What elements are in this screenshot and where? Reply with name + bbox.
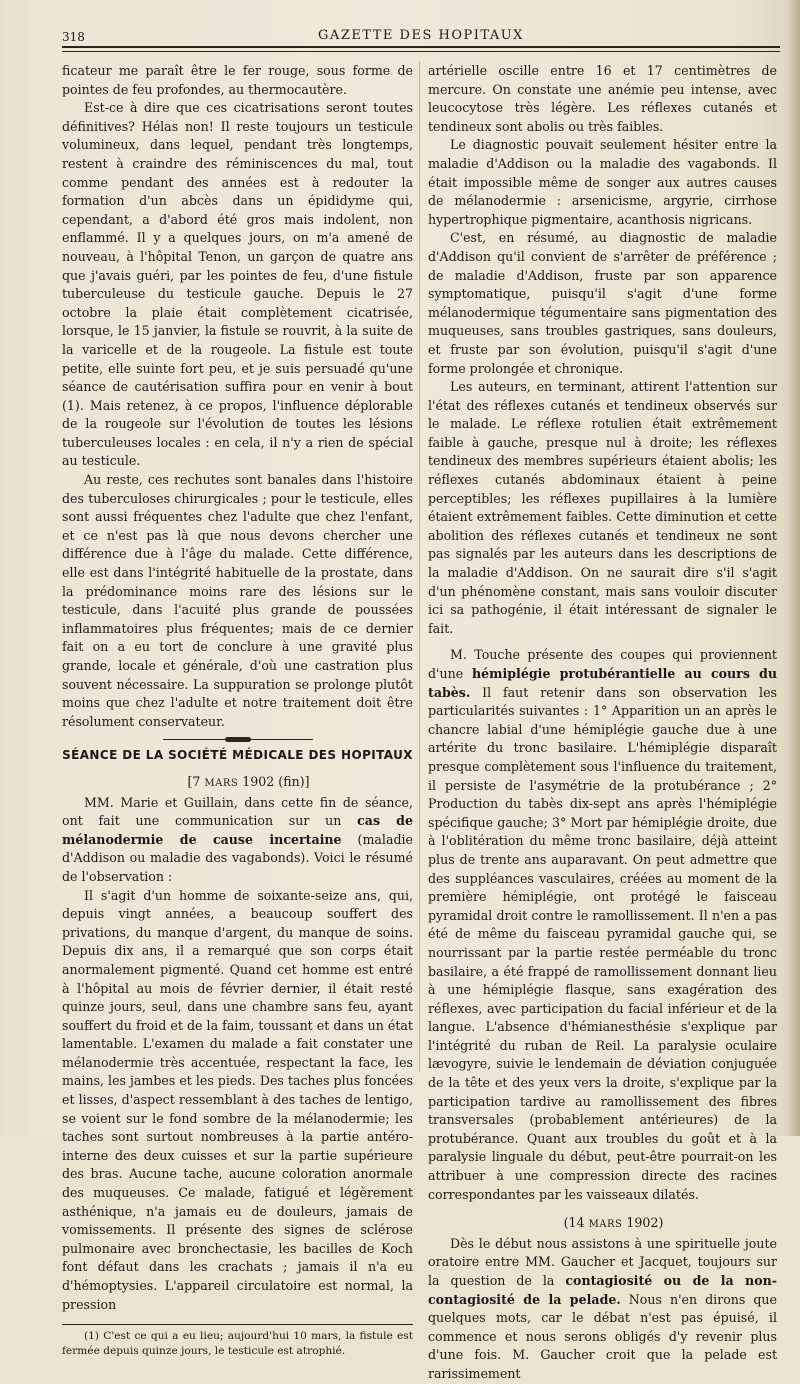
left-paragraph-4 (62, 794, 413, 887)
right-paragraph-5 (428, 646, 777, 1204)
header-rule-thick (62, 46, 780, 48)
date-close-2: 1902) (622, 1215, 664, 1231)
p4-bold-topic: cas de mélanodermie de cause incertaine (62, 813, 413, 847)
right-paragraph-2: Le diagnostic pouvait seulement hésiter entre la maladie d'Addison ou la maladie des vagabonds. Il était impossible même de songer aux autres causes de mélanodermie : arsenicisme, argyrie, cirrhose hypertrophique pigmentaire, acanthosis nigricans. (428, 137, 777, 227)
date-open: [7 (187, 773, 205, 789)
right-paragraph-3: C'est, en résumé, au diagnostic de maladie d'Addison qu'il convient de s'arrêter de préférence ; de maladie d'Addison, fruste par son apparence symptomatique, puisqu'il s'agit d'une forme mélanodermique tégumentaire sans pigmentation des muqueuses, sans troubles gastriques, sans douleurs, et fruste par son évolution, puisqu'il s'agit d'une forme prolongée et chronique. (428, 230, 777, 376)
right-paragraph-1: artérielle oscille entre 16 et 17 centimètres de mercure. On constate une anémie peu intense, avec leucocytose très légère. Les réflexes cutanés et tendineux sont abolis ou très faibles. (428, 63, 777, 134)
left-column (62, 62, 413, 1359)
left-paragraph-2: Est-ce à dire que ces cicatrisations seront toutes définitives? Hélas non! Il reste toujours un testicule volumineux, dans lequel, pendant très longtemps, restent à craindre des réminiscences du mal, tout comme pendant des années est à redouter la formation d'un abcès dans un épididyme qui, cependant, a d'abord été gros mais indolent, non enflammé. Il y a quelques jours, on m'a amené de nouveau, à l'hôpital Tenon, un garçon de quatre ans que j'avais guéri, par les pointes de feu, d'une fistule tuberculeuse du testicule gauche. Depuis le 27 octobre la plaie était complètement cicatrisée, lorsque, le 15 janvier, la fistule se rouvrit, à la suite de la varicelle et de la rougeole. La fistule est toute petite, elle suinte fort peu, et je suis persuadé qu'une séance de cautérisation suffira pour en venir à bout (1). Mais retenez, à ce propos, l'influence déplorable de la rougeole sur l'évolution de toutes les lésions tuberculeuses locales : en cela, il n'y a rien de spécial au testicule. (62, 100, 413, 469)
page-header (62, 26, 780, 46)
section-separator (163, 739, 313, 740)
session-date-march-7 (62, 773, 413, 794)
page-edge-shadow (786, 0, 800, 1136)
p5-bold-topic: hémiplégie protubérantielle au cours du tabès. (428, 666, 778, 700)
session-date-march-14 (428, 1214, 777, 1235)
date-open-2: (14 (563, 1215, 589, 1231)
p5-text-a: M. Touche présente des coupes qui proviennent d'une (428, 647, 777, 681)
right-paragraph-4: Les auteurs, en terminant, attirent l'attention sur l'état des réflexes cutanés et tendineux observés sur le malade. Le réflexe rotulien était extrêmement faible à gauche, presque nul à droite; les réflexes tendineux des membres supérieurs étaient abolis; les réflexes cutanés abdominaux étaient à peine perceptibles; les réflexes pupillaires à la lumière étaient extrêmement faibles. Cette diminution et cette abolition des réflexes cutanés et tendineux ne sont pas signalés par les auteurs dans les descriptions de la maladie d'Addison. On ne saurait dire s'il s'agit d'un phénomène constant, mais sans vouloir discuter ici sa pathogénie, il était intéressant de signaler le fait. (428, 379, 777, 636)
left-paragraph-1: ficateur me paraît être le fer rouge, sous forme de pointes de feu profondes, au thermocautère. (62, 63, 413, 97)
page-number: 318 (62, 30, 85, 44)
p4-text-a: MM. Marie et Guillain, dans cette fin de séance, ont fait une communication sur un (62, 794, 413, 829)
header-rule-thin (62, 51, 780, 52)
p6-text-a: Dès le début nous assistons à une spirituelle joute oratoire entre MM. Gaucher et Jacquet, toujours sur la question de la (428, 1235, 777, 1288)
left-paragraph-5: Il s'agit d'un homme de soixante-seize ans, qui, depuis vingt années, a beaucoup souffert des privations, du manque d'argent, du manque de soins. Depuis dix ans, il a remarqué que son corps était anormalement pigmenté. Quand cet homme est entré à l'hôpital au mois de février dernier, il était resté quinze jours, seul, dans une chambre sans feu, ayant souffert du froid et de la faim, toussant et dans un état lamentable. L'examen du malade a fait constater une mélanodermie très accentuée, respectant la face, les mains, les jambes et les pieds. Des taches plus foncées et lisses, d'aspect ressemblant à des taches de lentigo, se voient sur le fond sombre de la mélanodermie; les taches sont surtout nombreuses à la partie antéro-interne des deux cuisses et sur la partie supérieure des bras. Aucune tache, aucune coloration anormale des muqueuses. Ce malade, fatigué et légèrement asthénique, n'a jamais eu de douleurs, jamais de vomissements. Il présente des signes de sclérose pulmonaire avec bronchectasie, les bacilles de Koch font défaut dans les crachats ; jamais il n'a eu d'hémoptysies. L'appareil circulatoire est normal, la pression (62, 887, 413, 1312)
left-paragraph-3: Au reste, ces rechutes sont banales dans l'histoire des tuberculoses chirurgicales ; pour le testicule, elles sont aussi fréquentes chez l'adulte que chez l'enfant, et ce n'est pas là que nous devons chercher une différence due à l'âge du malade. Cette différence, elle est dans l'intégrité habituelle de la prostate, dans la prédominance moins rare des lésions sur le testicule, dans l'acuité plus grande de poussées inflammatoires plus fréquentes; mais de ce dernier fait on a eu tort de conclure à une gravité plus grande, locale et générale, d'où une castration plus souvent nécessaire. La suppuration se prolonge plutôt moins que chez l'adulte et notre traitement doit être résolument conservateur. (62, 472, 413, 729)
section-title: SÉANCE DE LA SOCIÉTÉ MÉDICALE DES HOPITAUX (62, 748, 413, 763)
p6-text-b: Nous n'en dirons que quelques mots, car le débat n'est pas épuisé, il commence et nous serons obligés d'y revenir plus d'une fois. M. Gaucher croit que la pelade est rarissimement (428, 1291, 777, 1381)
right-column (428, 62, 777, 1384)
footnote-rule (62, 1324, 413, 1325)
column-divider (419, 62, 420, 1072)
running-title: GAZETTE DES HOPITAUX (318, 28, 524, 43)
p4-text-b: (maladie d'Addison ou maladie des vagabonds). Voici le résumé de l'observation : (62, 831, 413, 884)
footnote: (1) C'est ce qui a eu lieu; aujourd'hui 10 mars, la fistule est fermée depuis quinze jours, le testicule est atrophié. (62, 1330, 413, 1358)
p5-text-b: Il faut retenir dans son observation les particularités suivantes : 1° Apparition un an après le chancre labial d'une hémiplégie gauche due à une artérite du tronc basilaire. L'hémiplégie disparaît presque complètement sous l'influence du traitement, il persiste de l'asymétrie de la protubérance ; 2° Production du tabès dix-sept ans après l'hémiplégie spécifique gauche; 3° Mort par hémiplégie droite, due à l'oblitération du même tronc basilaire, déjà atteint plus de trente ans auparavant. On peut admettre que des suppléances vasculaires, créées au moment de la première hémiplégie, ont protégé le faisceau pyramidal droit contre le ramollissement. Il n'en a pas été de même du faisceau pyramidal gauche qui, se nourrissant par la partie restée perméable du tronc basilaire, a été frappé de ramollissement donnant lieu à une hémiplégie flasque, sans exagération des réflexes, avec participation du facial inférieur et de la langue. L'absence d'hémianesthésie s'explique par l'intégrité du ruban de Reil. La paralysie oculaire lævogyre, suivie le lendemain de déviation conjuguée de la tête et des yeux vers la droite, s'explique par la participation tardive au ramollissement des fibres transversales (probablement antérieures) de la protubérance. Quant aux troubles du goût et à la paralysie linguale du début, peut-être pourrait-on les attribuer à une compression directe des racines correspondantes par les vaisseaux dilatés. (428, 684, 777, 1202)
date-month-2: MARS (588, 1219, 623, 1231)
right-paragraph-6 (428, 1235, 777, 1384)
date-month: MARS (204, 777, 239, 789)
p6-bold-topic: contagiosité ou de la non-contagiosité de la pelade. (428, 1273, 777, 1307)
date-close: 1902 (fin)] (238, 773, 310, 789)
